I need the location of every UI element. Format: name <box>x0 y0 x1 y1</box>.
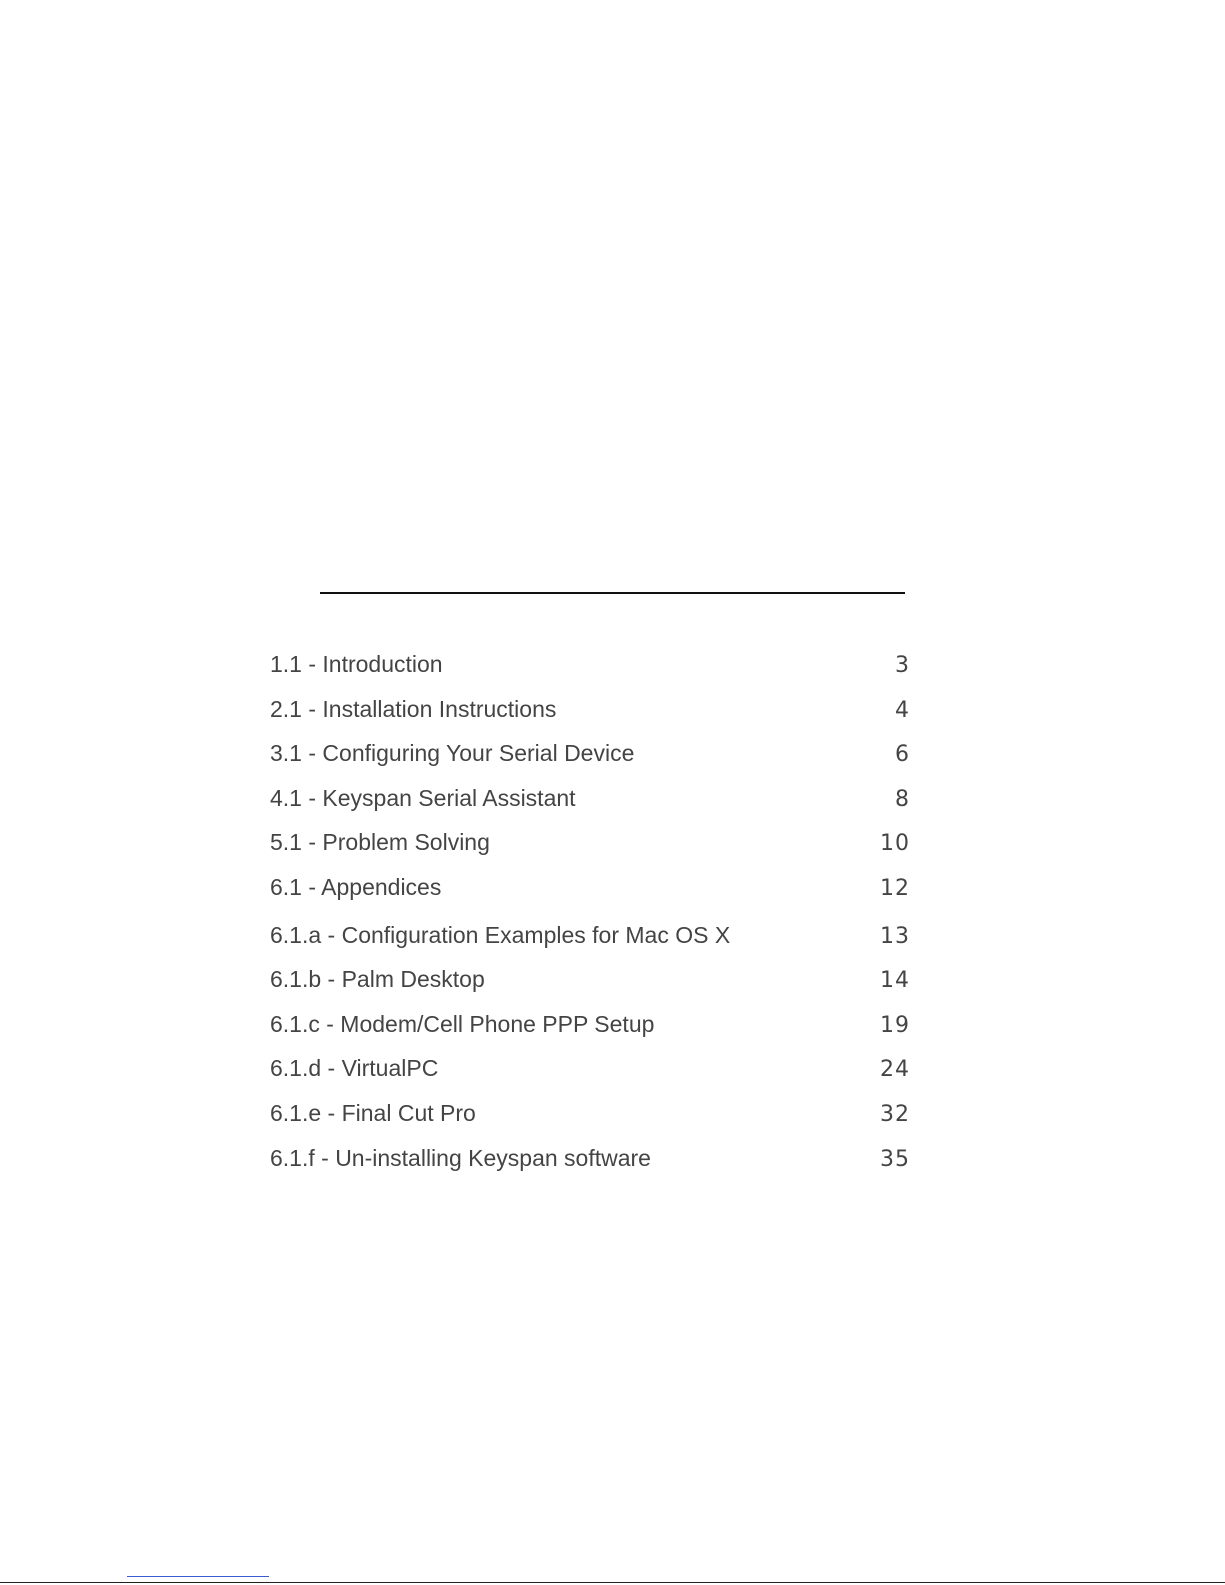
heading-rule <box>320 592 905 594</box>
toc-entry-title: 6.1.f - Un-installing Keyspan software <box>270 1144 651 1171</box>
toc-entry-page: 3 <box>895 653 910 678</box>
toc-entry-page: 4 <box>895 697 910 723</box>
toc-entry-page: 10 <box>880 831 910 857</box>
toc-entry-problem-solving[interactable] <box>270 820 910 865</box>
toc-entry-title: 6.1.b - Palm Desktop <box>270 966 485 993</box>
toc-entry-title: 4.1 - Keyspan Serial Assistant <box>270 784 576 811</box>
toc-entry-page: 19 <box>880 1012 910 1038</box>
toc-entry-introduction[interactable] <box>270 642 910 687</box>
toc-entry-appendices[interactable] <box>270 865 910 910</box>
table-of-contents <box>270 642 910 1180</box>
toc-entry-title: 6.1.e - Final Cut Pro <box>270 1099 476 1126</box>
toc-entry-installation[interactable] <box>270 687 910 732</box>
toc-entry-title: 6.1.c - Modem/Cell Phone PPP Setup <box>270 1010 655 1037</box>
toc-entry-ppp-setup[interactable] <box>270 1002 910 1047</box>
toc-entry-title: 1.1 - Introduction <box>270 651 443 677</box>
toc-entry-title: 3.1 - Configuring Your Serial Device <box>270 740 635 767</box>
toc-entry-title: 6.1 - Appendices <box>270 873 442 900</box>
toc-entry-title: 2.1 - Installation Instructions <box>270 695 557 722</box>
toc-entry-page: 24 <box>880 1057 910 1083</box>
page-edge-line <box>0 1582 1225 1583</box>
toc-entry-title: 6.1.d - VirtualPC <box>270 1055 439 1082</box>
toc-entry-page: 12 <box>880 875 910 901</box>
toc-entry-config-examples[interactable] <box>270 913 910 958</box>
toc-entry-page: 14 <box>880 968 910 994</box>
toc-entry-palm-desktop[interactable] <box>270 957 910 1002</box>
toc-entry-page: 8 <box>895 786 910 812</box>
toc-entry-page: 13 <box>880 923 910 949</box>
toc-entry-page: 32 <box>880 1101 910 1127</box>
link-underline <box>127 1576 269 1577</box>
toc-entry-configuring[interactable] <box>270 731 910 776</box>
toc-entry-page: 6 <box>895 742 910 768</box>
toc-entry-uninstalling[interactable] <box>270 1136 910 1181</box>
toc-entry-serial-assistant[interactable] <box>270 776 910 821</box>
toc-entry-title: 5.1 - Problem Solving <box>270 829 490 856</box>
toc-entry-title: 6.1.a - Configuration Examples for Mac OS X <box>270 921 731 948</box>
toc-entry-final-cut-pro[interactable] <box>270 1091 910 1136</box>
toc-entry-virtualpc[interactable] <box>270 1046 910 1091</box>
toc-entry-page: 35 <box>880 1146 910 1172</box>
